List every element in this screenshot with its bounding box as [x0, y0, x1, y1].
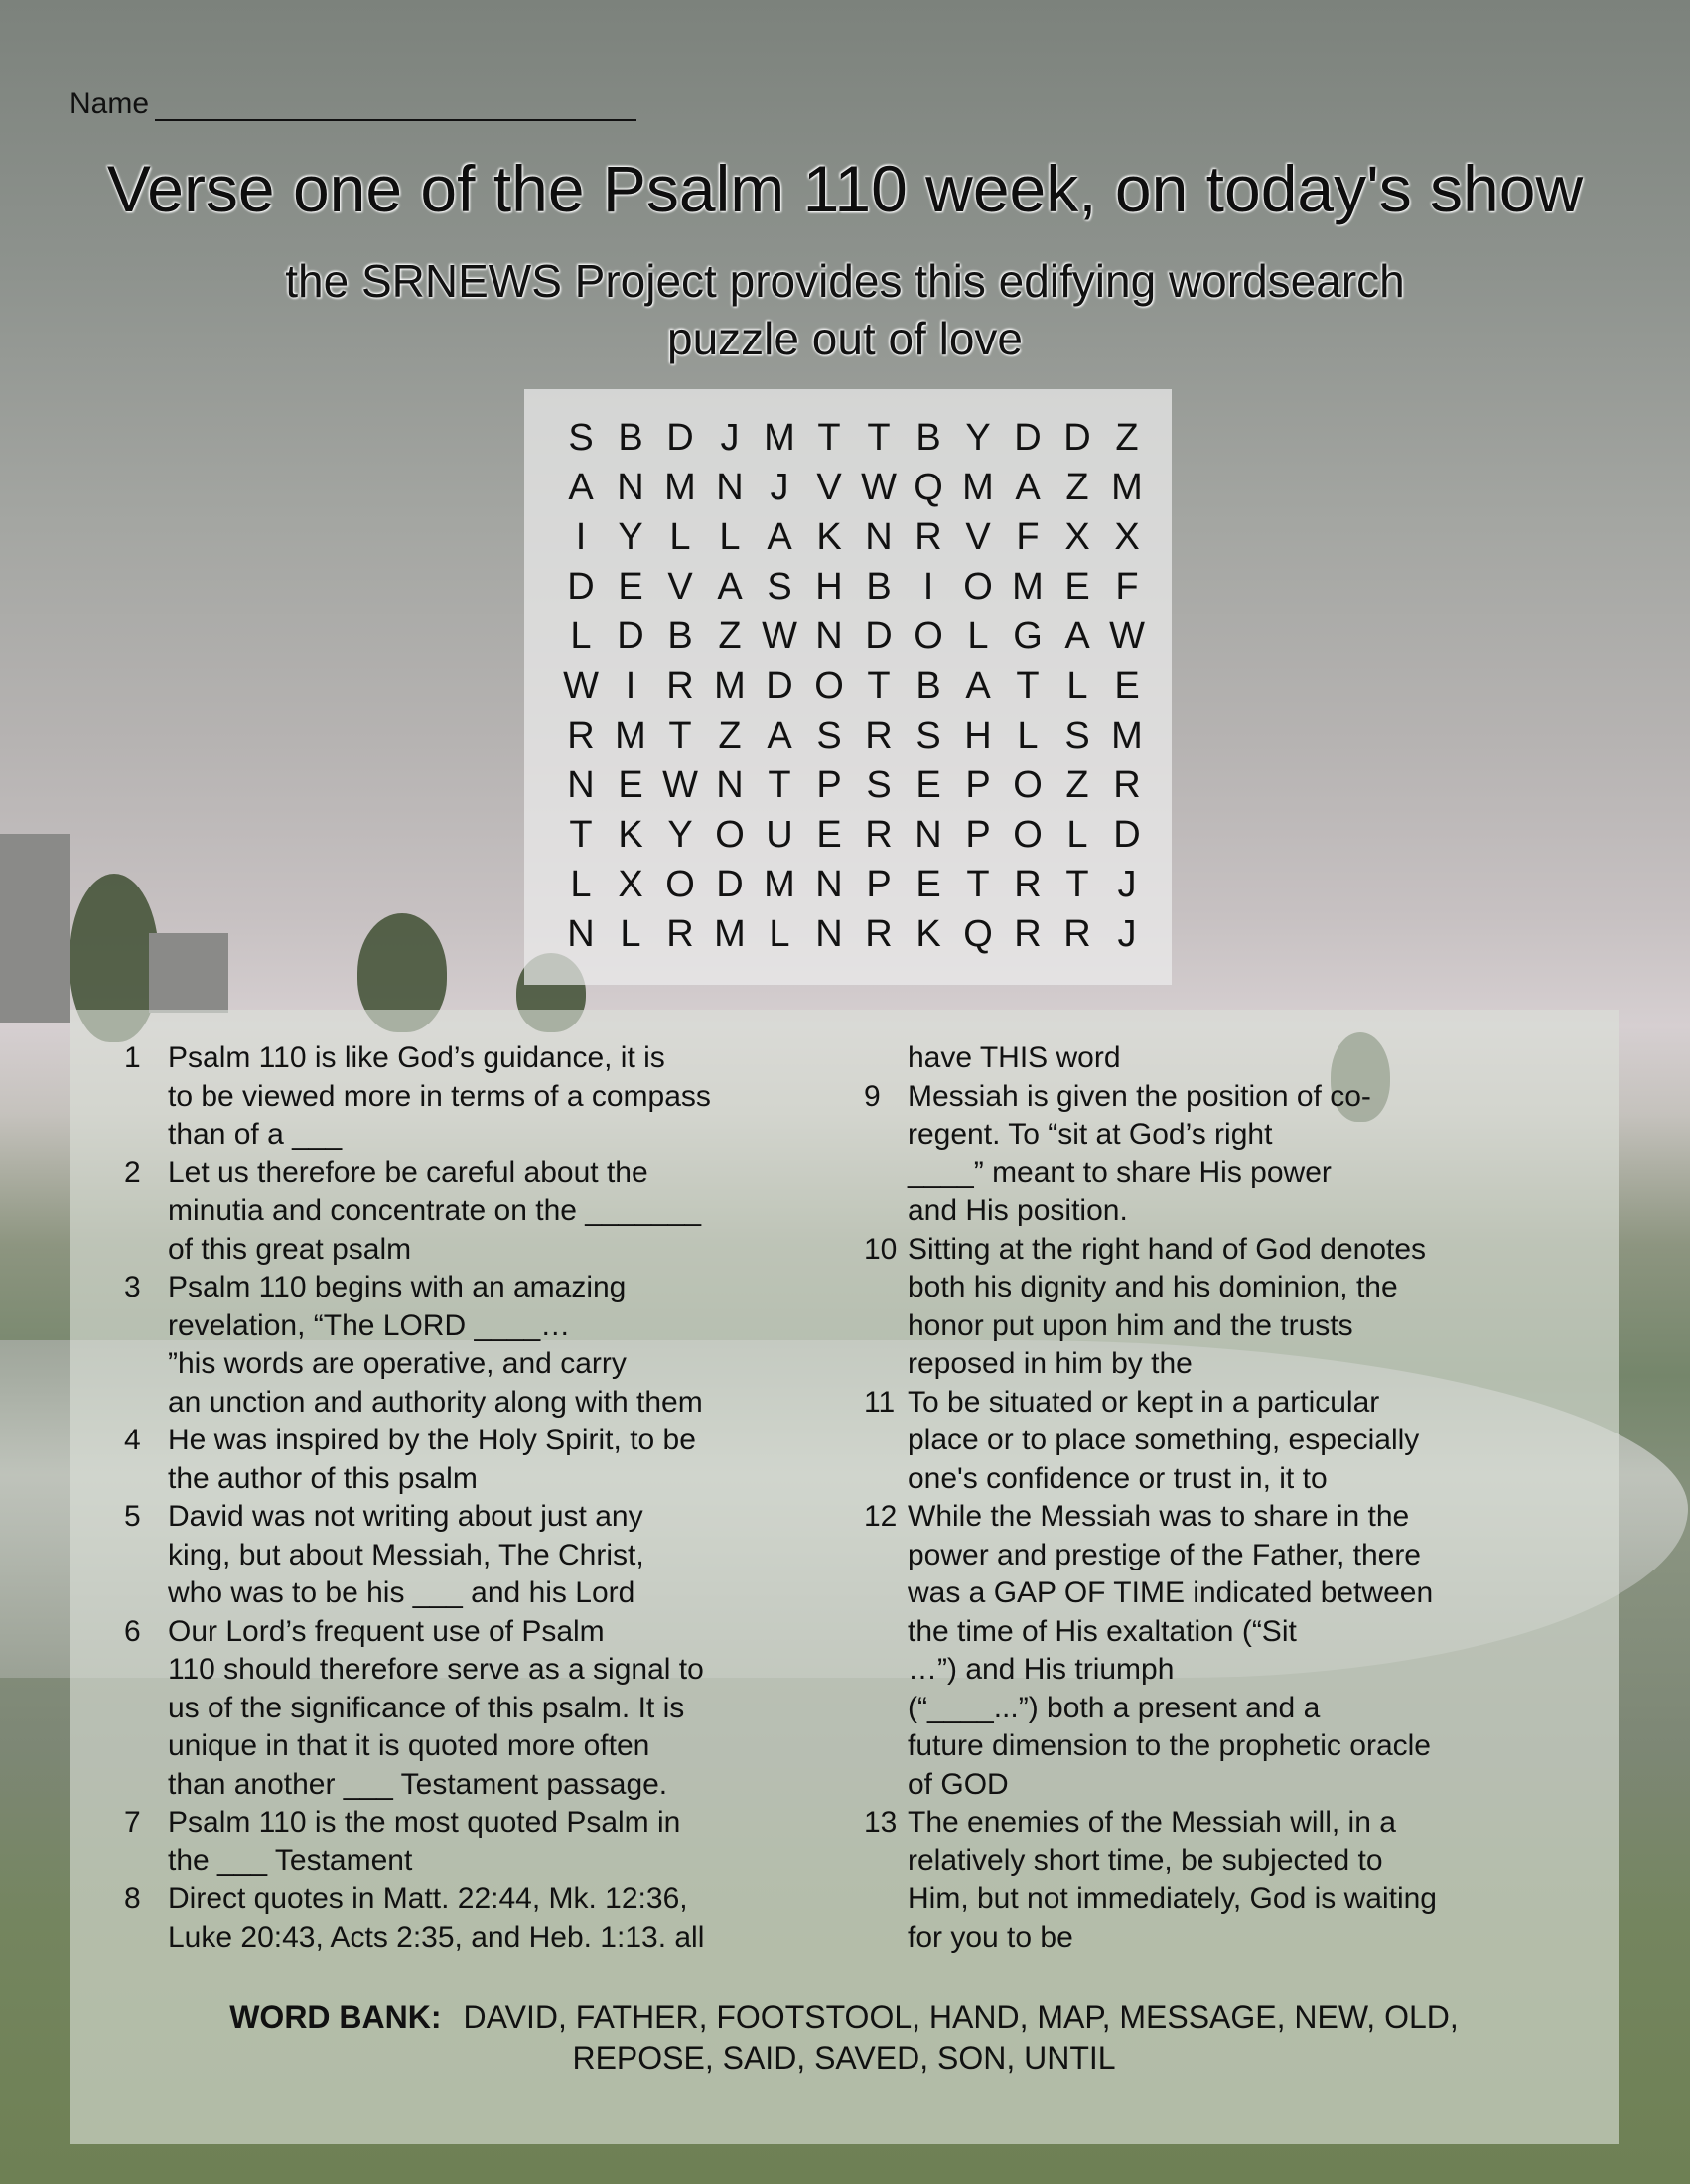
- grid-letter[interactable]: E: [1114, 665, 1140, 707]
- grid-letter[interactable]: D: [617, 615, 644, 657]
- grid-letter[interactable]: L: [769, 913, 790, 955]
- grid-letter[interactable]: R: [666, 665, 694, 707]
- clues-left-column: [124, 1039, 799, 1957]
- grid-letter[interactable]: R: [1014, 864, 1042, 905]
- grid-letter[interactable]: Z: [718, 615, 742, 657]
- word-bank-label: WORD BANK:: [229, 1999, 442, 2035]
- grid-letter[interactable]: R: [865, 913, 893, 955]
- clue-number: 3: [124, 1271, 141, 1303]
- clue-number: 4: [124, 1424, 141, 1456]
- grid-letter[interactable]: M: [764, 417, 795, 459]
- grid-letter[interactable]: W: [861, 467, 897, 508]
- grid-letter[interactable]: A: [965, 665, 991, 707]
- grid-letter[interactable]: M: [714, 665, 746, 707]
- clue-text: To be situated or kept in a particular place or to place something, especially one's confidence or trust in, it to: [908, 1385, 1420, 1495]
- grid-letter[interactable]: L: [967, 615, 989, 657]
- grid-letter[interactable]: D: [1063, 417, 1091, 459]
- clue-item: [864, 1231, 1539, 1384]
- grid-letter[interactable]: X: [1114, 516, 1140, 558]
- clue-text: Direct quotes in Matt. 22:44, Mk. 12:36, Luke 20:43, Acts 2:35, and Heb. 1:13. all: [168, 1882, 705, 1954]
- grid-letter[interactable]: P: [866, 864, 892, 905]
- clue-number: 1: [124, 1041, 141, 1074]
- grid-letter[interactable]: O: [715, 814, 745, 856]
- grid-letter[interactable]: O: [665, 864, 695, 905]
- grid-letter[interactable]: X: [1064, 516, 1090, 558]
- grid-letter[interactable]: L: [1066, 665, 1088, 707]
- grid-letter[interactable]: R: [666, 913, 694, 955]
- clue-item: [124, 1269, 799, 1422]
- grid-letter[interactable]: I: [922, 566, 934, 608]
- grid-letter[interactable]: Z: [1065, 467, 1089, 508]
- clues-right-column: [864, 1039, 1539, 1957]
- clue-text: Our Lord’s frequent use of Psalm 110 should therefore serve as a signal to us of the significance of this psalm. It is unique in that it is quoted more often than another ___ Testament passage.: [168, 1614, 704, 1801]
- clue-text: He was inspired by the Holy Spirit, to be the author of this psalm: [168, 1424, 696, 1495]
- grid-letter[interactable]: N: [865, 516, 893, 558]
- grid-letter[interactable]: S: [568, 417, 594, 459]
- clue-text: While the Messiah was to share in the power and prestige of the Father, there was a GAP OF TIME indicated between the time of His exaltation (“Sit …”) and His triumph (“____...”) both a present and a future dimension to the prophetic oracle of GOD: [908, 1500, 1434, 1801]
- grid-letter[interactable]: K: [618, 814, 643, 856]
- grid-letter[interactable]: B: [866, 566, 892, 608]
- clue-item: [124, 1422, 799, 1498]
- grid-letter[interactable]: Z: [1065, 764, 1089, 806]
- grid-letter[interactable]: S: [816, 715, 842, 756]
- clue-number: 8: [124, 1882, 141, 1915]
- grid-letter[interactable]: T: [817, 417, 841, 459]
- clue-item: [864, 1498, 1539, 1804]
- clue-text: Sitting at the right hand of God denotes both his dignity and his dominion, the honor put upon him and the trusts reposed in him by the: [908, 1232, 1427, 1380]
- grid-letter[interactable]: S: [866, 764, 892, 806]
- grid-letter[interactable]: R: [567, 715, 595, 756]
- grid-letter[interactable]: L: [1066, 814, 1088, 856]
- grid-letter[interactable]: W: [662, 764, 698, 806]
- grid-letter[interactable]: T: [569, 814, 593, 856]
- clue-number: 2: [124, 1156, 141, 1189]
- grid-letter[interactable]: M: [962, 467, 994, 508]
- clue-text: Psalm 110 is like God’s guidance, it is to be viewed more in terms of a compass than of a ___: [168, 1041, 711, 1151]
- grid-letter[interactable]: E: [816, 814, 842, 856]
- clue-item: [864, 1078, 1539, 1231]
- house: [0, 834, 70, 1023]
- grid-letter[interactable]: N: [915, 814, 942, 856]
- grid-letter[interactable]: M: [714, 913, 746, 955]
- grid-letter[interactable]: T: [867, 665, 891, 707]
- grid-letter[interactable]: D: [865, 615, 893, 657]
- grid-letter[interactable]: R: [865, 814, 893, 856]
- grid-letter[interactable]: R: [1014, 913, 1042, 955]
- grid-letter[interactable]: N: [617, 467, 644, 508]
- grid-letter[interactable]: X: [618, 864, 643, 905]
- grid-letter[interactable]: R: [1113, 764, 1141, 806]
- grid-letter[interactable]: M: [1012, 566, 1044, 608]
- word-bank-line-2: REPOSE, SAID, SAVED, SON, UNTIL: [572, 2040, 1116, 2076]
- grid-letter[interactable]: T: [867, 417, 891, 459]
- grid-letter[interactable]: O: [963, 566, 993, 608]
- clue-number: 6: [124, 1614, 141, 1648]
- grid-letter[interactable]: Q: [914, 467, 943, 508]
- grid-letter[interactable]: T: [966, 864, 990, 905]
- clue-text: Psalm 110 begins with an amazing revelation, “The LORD ____… ”his words are operative, and carry an unction and authority along with them: [168, 1271, 703, 1419]
- grid-letter[interactable]: D: [1113, 814, 1141, 856]
- subtitle: [0, 252, 1690, 367]
- grid-letter[interactable]: E: [1064, 566, 1090, 608]
- grid-letter[interactable]: T: [768, 764, 791, 806]
- grid-letter[interactable]: A: [568, 467, 594, 508]
- grid-letter[interactable]: O: [814, 665, 844, 707]
- name-field[interactable]: [155, 95, 636, 121]
- grid-letter[interactable]: M: [764, 864, 795, 905]
- name-label: Name: [70, 87, 150, 120]
- grid-letter[interactable]: I: [575, 516, 587, 558]
- grid-letter[interactable]: N: [716, 764, 744, 806]
- clue-item: [124, 1155, 799, 1270]
- grid-letter[interactable]: N: [815, 615, 843, 657]
- grid-letter[interactable]: Z: [718, 715, 742, 756]
- grid-letter[interactable]: M: [1111, 715, 1143, 756]
- grid-letter[interactable]: Q: [963, 913, 993, 955]
- grid-letter[interactable]: P: [965, 814, 991, 856]
- grid-letter[interactable]: B: [667, 615, 693, 657]
- clue-number: 5: [124, 1500, 141, 1533]
- grid-letter[interactable]: W: [1109, 615, 1145, 657]
- clue-item: [864, 1384, 1539, 1499]
- clue-number: 9: [864, 1079, 881, 1113]
- grid-letter[interactable]: Y: [618, 516, 643, 558]
- grid-letter[interactable]: L: [570, 864, 592, 905]
- subtitle-line-2: puzzle out of love: [666, 313, 1023, 364]
- grid-letter[interactable]: N: [815, 913, 843, 955]
- grid-letter[interactable]: T: [1065, 864, 1089, 905]
- clue-text: Let us therefore be careful about the minutia and concentrate on the _______ of this great psalm: [168, 1156, 702, 1266]
- grid-letter[interactable]: J: [1117, 864, 1137, 905]
- grid-letter[interactable]: K: [816, 516, 842, 558]
- grid-letter[interactable]: B: [915, 665, 941, 707]
- grid-letter[interactable]: L: [620, 913, 641, 955]
- grid-letter[interactable]: E: [915, 764, 941, 806]
- clue-item: [124, 1613, 799, 1805]
- grid-letter[interactable]: J: [1117, 913, 1137, 955]
- grid-letter[interactable]: G: [1013, 615, 1043, 657]
- grid-letter[interactable]: E: [915, 864, 941, 905]
- grid-letter[interactable]: L: [719, 516, 741, 558]
- clue-item: [864, 1804, 1539, 1957]
- grid-letter[interactable]: A: [1015, 467, 1041, 508]
- word-bank: [70, 1997, 1619, 2079]
- clue-number: 7: [124, 1806, 141, 1839]
- grid-letter[interactable]: A: [1064, 615, 1090, 657]
- clue-number: 13: [864, 1806, 898, 1839]
- grid-letter[interactable]: M: [664, 467, 696, 508]
- grid-letter[interactable]: E: [618, 764, 643, 806]
- clue-item: [124, 1880, 799, 1957]
- grid-letter[interactable]: W: [563, 665, 599, 707]
- grid-letter[interactable]: L: [669, 516, 691, 558]
- grid-letter[interactable]: R: [915, 516, 942, 558]
- grid-letter[interactable]: P: [965, 764, 991, 806]
- grid-letter[interactable]: B: [915, 417, 941, 459]
- grid-letter[interactable]: V: [965, 516, 991, 558]
- grid-letter[interactable]: O: [1013, 814, 1043, 856]
- house: [149, 933, 228, 1013]
- grid-letter[interactable]: D: [716, 864, 744, 905]
- wordsearch-panel: [524, 389, 1172, 985]
- grid-letter[interactable]: W: [762, 615, 797, 657]
- clue-number: 10: [864, 1232, 898, 1266]
- grid-letter[interactable]: S: [1064, 715, 1090, 756]
- grid-letter[interactable]: A: [767, 516, 792, 558]
- grid-letter[interactable]: L: [570, 615, 592, 657]
- grid-letter[interactable]: R: [1063, 913, 1091, 955]
- grid-letter[interactable]: B: [618, 417, 643, 459]
- grid-letter[interactable]: H: [815, 566, 843, 608]
- wordsearch-grid: [556, 413, 1152, 959]
- grid-letter[interactable]: F: [1016, 516, 1040, 558]
- grid-letter[interactable]: D: [1014, 417, 1042, 459]
- word-bank-line-1: DAVID, FATHER, FOOTSTOOL, HAND, MAP, MESSAGE, NEW, OLD,: [463, 1999, 1459, 2035]
- grid-letter[interactable]: F: [1115, 566, 1139, 608]
- clue-text: Psalm 110 is the most quoted Psalm in the ___ Testament: [168, 1806, 681, 1877]
- grid-letter[interactable]: U: [766, 814, 793, 856]
- grid-letter[interactable]: E: [618, 566, 643, 608]
- page-title: Verse one of the Psalm 110 week, on today's show: [106, 152, 1584, 225]
- grid-letter[interactable]: D: [666, 417, 694, 459]
- clue-number: 12: [864, 1500, 898, 1533]
- clue-item: [864, 1039, 1539, 1078]
- grid-letter[interactable]: P: [816, 764, 842, 806]
- grid-letter[interactable]: N: [567, 764, 595, 806]
- grid-letter[interactable]: S: [767, 566, 792, 608]
- grid-letter[interactable]: O: [914, 615, 943, 657]
- grid-letter[interactable]: H: [964, 715, 992, 756]
- grid-letter[interactable]: K: [915, 913, 941, 955]
- name-line: [70, 87, 636, 121]
- subtitle-line-1: the SRNEWS Project provides this edifying wordsearch: [285, 255, 1405, 307]
- grid-letter[interactable]: A: [717, 566, 743, 608]
- clue-number: 11: [864, 1385, 896, 1419]
- grid-letter[interactable]: N: [567, 913, 595, 955]
- grid-letter[interactable]: V: [816, 467, 842, 508]
- grid-letter[interactable]: J: [720, 417, 740, 459]
- clue-item: [124, 1039, 799, 1155]
- grid-letter[interactable]: T: [1016, 665, 1040, 707]
- grid-letter[interactable]: S: [915, 715, 941, 756]
- clue-text: Messiah is given the position of co- regent. To “sit at God’s right ____” meant to share His power and His position.: [908, 1079, 1371, 1227]
- grid-letter[interactable]: Y: [667, 814, 693, 856]
- grid-letter[interactable]: N: [815, 864, 843, 905]
- grid-letter[interactable]: Z: [1115, 417, 1139, 459]
- clue-text: have THIS word: [908, 1041, 1121, 1074]
- clue-item: [124, 1498, 799, 1613]
- clue-item: [124, 1804, 799, 1880]
- grid-letter[interactable]: J: [770, 467, 789, 508]
- grid-letter[interactable]: D: [766, 665, 793, 707]
- grid-letter[interactable]: V: [667, 566, 693, 608]
- grid-letter[interactable]: A: [767, 715, 792, 756]
- grid-letter[interactable]: M: [1111, 467, 1143, 508]
- grid-letter[interactable]: D: [567, 566, 595, 608]
- grid-letter[interactable]: L: [1017, 715, 1039, 756]
- grid-letter[interactable]: O: [1013, 764, 1043, 806]
- grid-letter[interactable]: T: [668, 715, 692, 756]
- clue-text: David was not writing about just any king, but about Messiah, The Christ, who was to be his ___ and his Lord: [168, 1500, 644, 1609]
- clue-text: The enemies of the Messiah will, in a relatively short time, be subjected to Him, but not immediately, God is waiting for you to be: [908, 1806, 1437, 1954]
- grid-letter[interactable]: N: [716, 467, 744, 508]
- grid-letter[interactable]: Y: [965, 417, 991, 459]
- grid-letter[interactable]: M: [615, 715, 646, 756]
- clues-panel: [70, 1010, 1619, 2144]
- grid-letter[interactable]: R: [865, 715, 893, 756]
- grid-letter[interactable]: I: [625, 665, 636, 707]
